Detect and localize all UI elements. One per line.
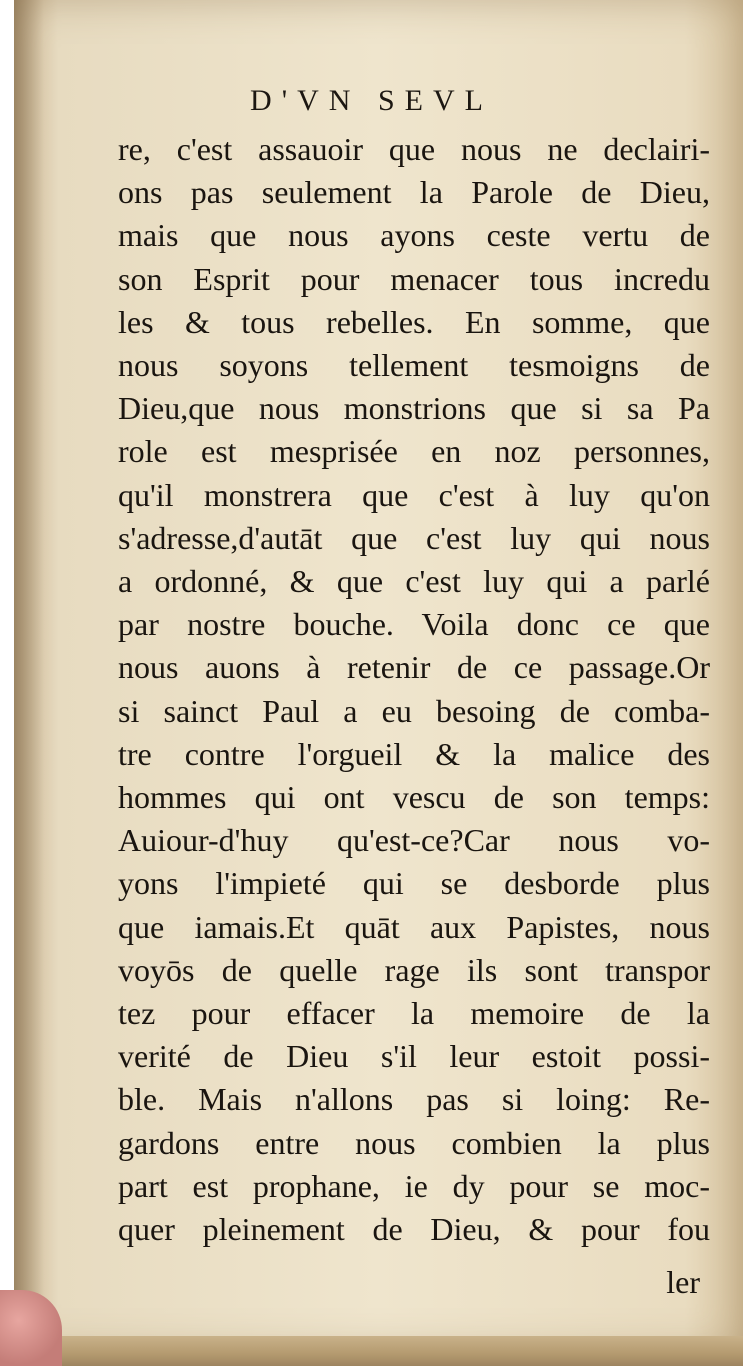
text-line: quer pleinement de Dieu, & pour fou	[118, 1211, 710, 1248]
text-line: hommes qui ont vescu de son temps:	[118, 779, 710, 816]
text-line: que iamais.Et quāt aux Papistes, nous	[118, 908, 710, 945]
body-text	[118, 128, 710, 1251]
text-line: tez pour effacer la memoire de la	[118, 995, 710, 1032]
text-line: a ordonné, & que c'est luy qui a parlé	[118, 563, 710, 600]
text-line: ble. Mais n'allons pas si loing: Re-	[118, 1081, 710, 1118]
text-line: les & tous rebelles. En somme, que	[118, 303, 710, 340]
text-line: yons l'impieté qui se desborde plus	[118, 865, 710, 902]
text-line: ons pas seulement la Parole de Dieu,	[118, 174, 710, 211]
text-line: tre contre l'orgueil & la malice des	[118, 735, 710, 772]
text-line: si sainct Paul a eu besoing de comba-	[118, 692, 710, 729]
text-line: Dieu,que nous monstrions que si sa Pa	[118, 390, 710, 427]
text-line: verité de Dieu s'il leur estoit possi-	[118, 1038, 710, 1075]
catchword: ler	[666, 1264, 700, 1300]
spine-shadow	[14, 0, 44, 1352]
text-line: part est prophane, ie dy pour se moc-	[118, 1167, 710, 1204]
text-line: re, c'est assauoir que nous ne declairi-	[118, 131, 710, 167]
text-line: par nostre bouche. Voila donc ce que	[118, 606, 710, 643]
running-head: D'VN SEVL	[250, 84, 493, 117]
text-line: son Esprit pour menacer tous incredu	[118, 260, 710, 297]
text-line: Auiour-d'huy qu'est-ce?Car nous vo-	[118, 822, 710, 859]
text-line: gardons entre nous combien la plus	[118, 1124, 710, 1161]
text-line: role est mesprisée en noz personnes,	[118, 433, 710, 470]
text-line: nous auons à retenir de ce passage.Or	[118, 649, 710, 686]
text-line: s'adresse,d'autāt que c'est luy qui nous	[118, 519, 710, 556]
text-line: qu'il monstrera que c'est à luy qu'on	[118, 476, 710, 513]
text-line: voyōs de quelle rage ils sont transpor	[118, 951, 710, 988]
text-line: mais que nous ayons ceste vertu de	[118, 217, 710, 254]
text-line: nous soyons tellement tesmoigns de	[118, 347, 710, 384]
page-bottom-edge	[14, 1336, 743, 1366]
